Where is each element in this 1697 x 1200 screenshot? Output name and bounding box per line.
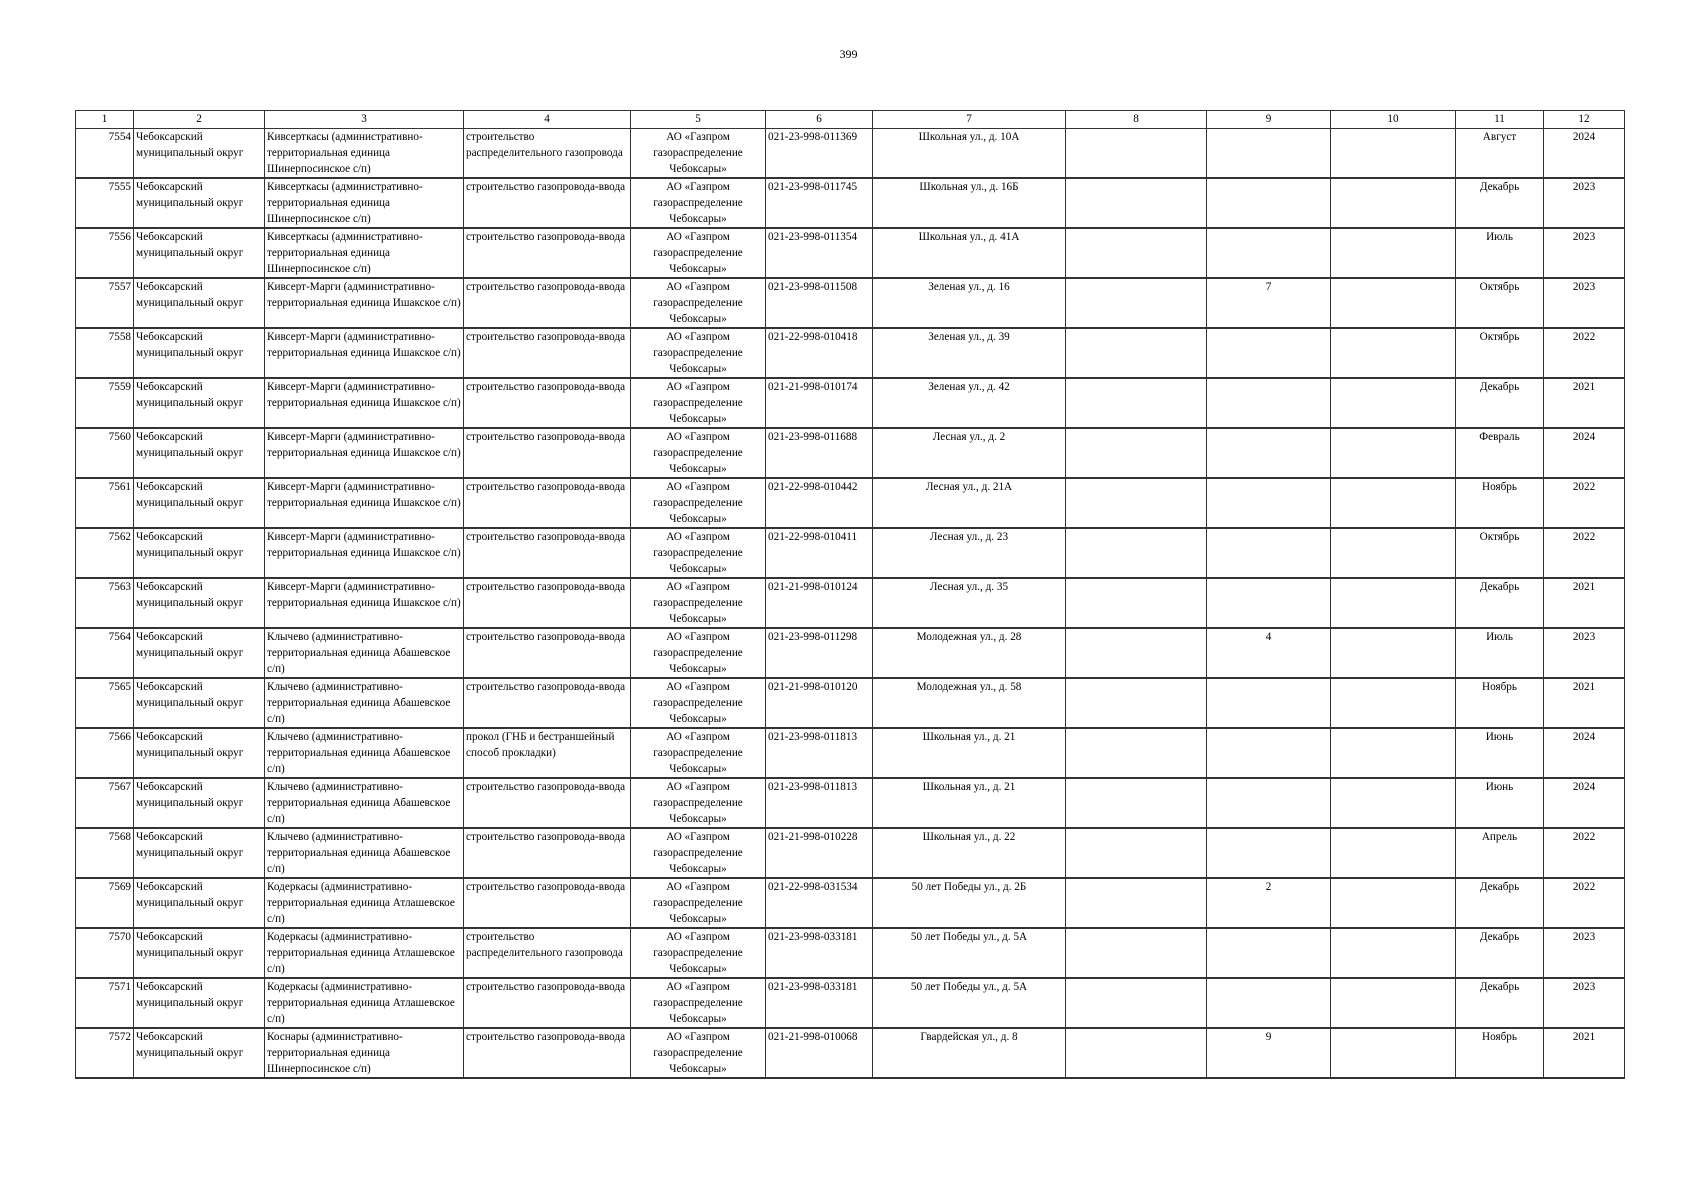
address-cell: Лесная ул., д. 21А — [873, 478, 1066, 528]
col-10-value-cell — [1331, 129, 1456, 179]
month-cell: Октябрь — [1456, 328, 1544, 378]
work-type-cell: строительство газопровода-ввода — [464, 578, 631, 628]
work-type-cell: строительство распределительного газопровода — [464, 928, 631, 978]
year-cell: 2023 — [1544, 278, 1625, 328]
col-10-value-cell — [1331, 278, 1456, 328]
address-cell: Молодежная ул., д. 58 — [873, 678, 1066, 728]
settlement-cell: Клычево (административно-территориальная единица Абашевское с/п) — [265, 728, 464, 778]
col-9-value-cell: 7 — [1207, 278, 1331, 328]
row-number-cell: 7559 — [76, 378, 134, 428]
work-type-cell: строительство газопровода-ввода — [464, 278, 631, 328]
work-type-cell: строительство газопровода-ввода — [464, 428, 631, 478]
municipality-cell: Чебоксарский муниципальный округ — [134, 378, 265, 428]
address-cell: Школьная ул., д. 22 — [873, 828, 1066, 878]
table-row — [76, 628, 1625, 678]
year-cell: 2024 — [1544, 428, 1625, 478]
col-9-value-cell — [1207, 428, 1331, 478]
settlement-cell: Кивсерткасы (административно-территориальная единица Шинерпосинское с/п) — [265, 129, 464, 179]
work-type-cell: строительство газопровода-ввода — [464, 778, 631, 828]
registration-number-cell: 021-23-998-011745 — [766, 178, 873, 228]
year-cell: 2021 — [1544, 1028, 1625, 1078]
registration-number-cell: 021-21-998-010120 — [766, 678, 873, 728]
registration-number-cell: 021-23-998-011688 — [766, 428, 873, 478]
table-row — [76, 1028, 1625, 1078]
municipality-cell: Чебоксарский муниципальный округ — [134, 628, 265, 678]
registration-number-cell: 021-23-998-011508 — [766, 278, 873, 328]
registration-number-cell: 021-21-998-010124 — [766, 578, 873, 628]
address-cell: Лесная ул., д. 23 — [873, 528, 1066, 578]
col-8-value-cell — [1066, 728, 1207, 778]
registration-number-cell: 021-23-998-011354 — [766, 228, 873, 278]
settlement-cell: Клычево (административно-территориальная единица Абашевское с/п) — [265, 678, 464, 728]
col-10-value-cell — [1331, 578, 1456, 628]
year-cell: 2023 — [1544, 628, 1625, 678]
month-cell: Ноябрь — [1456, 1028, 1544, 1078]
row-number-cell: 7566 — [76, 728, 134, 778]
page-number: 399 — [839, 47, 858, 61]
organization-cell: АО «Газпром газораспределение Чебоксары» — [631, 678, 766, 728]
organization-cell: АО «Газпром газораспределение Чебоксары» — [631, 728, 766, 778]
col-9-value-cell: 9 — [1207, 1028, 1331, 1078]
row-number-cell: 7557 — [76, 278, 134, 328]
row-number-cell: 7564 — [76, 628, 134, 678]
year-cell: 2023 — [1544, 978, 1625, 1028]
organization-cell: АО «Газпром газораспределение Чебоксары» — [631, 778, 766, 828]
col-9-value-cell — [1207, 778, 1331, 828]
organization-cell: АО «Газпром газораспределение Чебоксары» — [631, 378, 766, 428]
registration-number-cell: 021-21-998-010068 — [766, 1028, 873, 1078]
row-number-cell: 7569 — [76, 878, 134, 928]
month-cell: Июль — [1456, 628, 1544, 678]
col-10-value-cell — [1331, 478, 1456, 528]
table-row — [76, 778, 1625, 828]
col-10-value-cell — [1331, 978, 1456, 1028]
municipality-cell: Чебоксарский муниципальный округ — [134, 528, 265, 578]
settlement-cell: Кивсерт-Марги (административно-территориальная единица Ишакское с/п) — [265, 578, 464, 628]
col-9-value-cell — [1207, 578, 1331, 628]
col-8-value-cell — [1066, 978, 1207, 1028]
month-cell: Июнь — [1456, 778, 1544, 828]
month-cell: Декабрь — [1456, 578, 1544, 628]
column-header: 9 — [1207, 111, 1331, 129]
address-cell: Школьная ул., д. 10А — [873, 129, 1066, 179]
column-header: 4 — [464, 111, 631, 129]
settlement-cell: Клычево (административно-территориальная единица Абашевское с/п) — [265, 628, 464, 678]
work-type-cell: строительство распределительного газопровода — [464, 129, 631, 179]
work-type-cell: строительство газопровода-ввода — [464, 228, 631, 278]
registration-number-cell: 021-23-998-011369 — [766, 129, 873, 179]
col-10-value-cell — [1331, 228, 1456, 278]
col-8-value-cell — [1066, 928, 1207, 978]
column-header: 2 — [134, 111, 265, 129]
address-cell: Лесная ул., д. 35 — [873, 578, 1066, 628]
col-8-value-cell — [1066, 228, 1207, 278]
row-number-cell: 7555 — [76, 178, 134, 228]
registration-number-cell: 021-23-998-011813 — [766, 728, 873, 778]
year-cell: 2021 — [1544, 578, 1625, 628]
registration-number-cell: 021-23-998-011298 — [766, 628, 873, 678]
col-10-value-cell — [1331, 378, 1456, 428]
col-8-value-cell — [1066, 478, 1207, 528]
settlement-cell: Кивсерт-Марги (административно-территориальная единица Ишакское с/п) — [265, 278, 464, 328]
organization-cell: АО «Газпром газораспределение Чебоксары» — [631, 228, 766, 278]
work-type-cell: строительство газопровода-ввода — [464, 828, 631, 878]
settlement-cell: Кивсерт-Марги (административно-территориальная единица Ишакское с/п) — [265, 328, 464, 378]
row-number-cell: 7563 — [76, 578, 134, 628]
month-cell: Декабрь — [1456, 178, 1544, 228]
column-header: 1 — [76, 111, 134, 129]
col-9-value-cell — [1207, 478, 1331, 528]
col-9-value-cell — [1207, 129, 1331, 179]
table-row — [76, 129, 1625, 179]
municipality-cell: Чебоксарский муниципальный округ — [134, 728, 265, 778]
col-10-value-cell — [1331, 928, 1456, 978]
organization-cell: АО «Газпром газораспределение Чебоксары» — [631, 478, 766, 528]
work-type-cell: строительство газопровода-ввода — [464, 528, 631, 578]
month-cell: Ноябрь — [1456, 678, 1544, 728]
municipality-cell: Чебоксарский муниципальный округ — [134, 428, 265, 478]
organization-cell: АО «Газпром газораспределение Чебоксары» — [631, 428, 766, 478]
row-number-cell: 7567 — [76, 778, 134, 828]
table-row — [76, 178, 1625, 228]
settlement-cell: Кодеркасы (административно-территориальная единица Атлашевское с/п) — [265, 878, 464, 928]
col-8-value-cell — [1066, 628, 1207, 678]
row-number-cell: 7570 — [76, 928, 134, 978]
work-type-cell: строительство газопровода-ввода — [464, 328, 631, 378]
col-9-value-cell — [1207, 228, 1331, 278]
table-row — [76, 478, 1625, 528]
month-cell: Июль — [1456, 228, 1544, 278]
settlement-cell: Кивсерт-Марги (административно-территориальная единица Ишакское с/п) — [265, 428, 464, 478]
work-type-cell: строительство газопровода-ввода — [464, 1028, 631, 1078]
settlement-cell: Клычево (административно-территориальная единица Абашевское с/п) — [265, 828, 464, 878]
table-row — [76, 678, 1625, 728]
month-cell: Декабрь — [1456, 978, 1544, 1028]
col-8-value-cell — [1066, 178, 1207, 228]
municipality-cell: Чебоксарский муниципальный округ — [134, 978, 265, 1028]
municipality-cell: Чебоксарский муниципальный округ — [134, 928, 265, 978]
organization-cell: АО «Газпром газораспределение Чебоксары» — [631, 278, 766, 328]
address-cell: Гвардейская ул., д. 8 — [873, 1028, 1066, 1078]
table-row — [76, 278, 1625, 328]
municipality-cell: Чебоксарский муниципальный округ — [134, 328, 265, 378]
address-cell: Зеленая ул., д. 39 — [873, 328, 1066, 378]
municipality-cell: Чебоксарский муниципальный округ — [134, 678, 265, 728]
table-row — [76, 878, 1625, 928]
month-cell: Ноябрь — [1456, 478, 1544, 528]
address-cell: Зеленая ул., д. 16 — [873, 278, 1066, 328]
registration-number-cell: 021-22-998-031534 — [766, 878, 873, 928]
col-8-value-cell — [1066, 378, 1207, 428]
registration-number-cell: 021-23-998-011813 — [766, 778, 873, 828]
col-8-value-cell — [1066, 678, 1207, 728]
organization-cell: АО «Газпром газораспределение Чебоксары» — [631, 628, 766, 678]
municipality-cell: Чебоксарский муниципальный округ — [134, 178, 265, 228]
settlement-cell: Кодеркасы (административно-территориальная единица Атлашевское с/п) — [265, 928, 464, 978]
row-number-cell: 7558 — [76, 328, 134, 378]
registration-number-cell: 021-21-998-010228 — [766, 828, 873, 878]
table-row — [76, 328, 1625, 378]
settlement-cell: Кивсерткасы (административно-территориальная единица Шинерпосинское с/п) — [265, 178, 464, 228]
address-cell: Школьная ул., д. 16Б — [873, 178, 1066, 228]
registration-number-cell: 021-22-998-010418 — [766, 328, 873, 378]
column-header: 10 — [1331, 111, 1456, 129]
col-8-value-cell — [1066, 129, 1207, 179]
col-9-value-cell — [1207, 928, 1331, 978]
municipality-cell: Чебоксарский муниципальный округ — [134, 878, 265, 928]
col-8-value-cell — [1066, 828, 1207, 878]
year-cell: 2023 — [1544, 928, 1625, 978]
col-9-value-cell: 2 — [1207, 878, 1331, 928]
table-header — [76, 111, 1625, 129]
registration-number-cell: 021-22-998-010442 — [766, 478, 873, 528]
settlement-cell: Кивсерт-Марги (административно-территориальная единица Ишакское с/п) — [265, 478, 464, 528]
col-10-value-cell — [1331, 628, 1456, 678]
col-10-value-cell — [1331, 1028, 1456, 1078]
year-cell: 2022 — [1544, 528, 1625, 578]
month-cell: Октябрь — [1456, 528, 1544, 578]
organization-cell: АО «Газпром газораспределение Чебоксары» — [631, 1028, 766, 1078]
address-cell: Зеленая ул., д. 42 — [873, 378, 1066, 428]
year-cell: 2022 — [1544, 478, 1625, 528]
col-10-value-cell — [1331, 828, 1456, 878]
table-row — [76, 928, 1625, 978]
table-row — [76, 828, 1625, 878]
municipality-cell: Чебоксарский муниципальный округ — [134, 228, 265, 278]
municipality-cell: Чебоксарский муниципальный округ — [134, 129, 265, 179]
registration-number-cell: 021-21-998-010174 — [766, 378, 873, 428]
col-8-value-cell — [1066, 528, 1207, 578]
col-9-value-cell — [1207, 528, 1331, 578]
col-9-value-cell — [1207, 978, 1331, 1028]
year-cell: 2021 — [1544, 378, 1625, 428]
col-10-value-cell — [1331, 178, 1456, 228]
registry-table — [75, 110, 1625, 1079]
settlement-cell: Кивсерт-Марги (административно-территориальная единица Ишакское с/п) — [265, 528, 464, 578]
year-cell: 2022 — [1544, 328, 1625, 378]
col-10-value-cell — [1331, 778, 1456, 828]
row-number-cell: 7561 — [76, 478, 134, 528]
address-cell: 50 лет Победы ул., д. 5А — [873, 928, 1066, 978]
col-8-value-cell — [1066, 878, 1207, 928]
month-cell: Апрель — [1456, 828, 1544, 878]
month-cell: Октябрь — [1456, 278, 1544, 328]
col-8-value-cell — [1066, 428, 1207, 478]
organization-cell: АО «Газпром газораспределение Чебоксары» — [631, 828, 766, 878]
work-type-cell: строительство газопровода-ввода — [464, 878, 631, 928]
table-row — [76, 728, 1625, 778]
year-cell: 2022 — [1544, 828, 1625, 878]
registration-number-cell: 021-23-998-033181 — [766, 928, 873, 978]
col-8-value-cell — [1066, 778, 1207, 828]
address-cell: 50 лет Победы ул., д. 5А — [873, 978, 1066, 1028]
address-cell: Лесная ул., д. 2 — [873, 428, 1066, 478]
row-number-cell: 7571 — [76, 978, 134, 1028]
year-cell: 2024 — [1544, 778, 1625, 828]
address-cell: Школьная ул., д. 41А — [873, 228, 1066, 278]
organization-cell: АО «Газпром газораспределение Чебоксары» — [631, 928, 766, 978]
year-cell: 2023 — [1544, 178, 1625, 228]
table-row — [76, 378, 1625, 428]
work-type-cell: строительство газопровода-ввода — [464, 628, 631, 678]
organization-cell: АО «Газпром газораспределение Чебоксары» — [631, 328, 766, 378]
row-number-cell: 7556 — [76, 228, 134, 278]
row-number-cell: 7565 — [76, 678, 134, 728]
municipality-cell: Чебоксарский муниципальный округ — [134, 578, 265, 628]
month-cell: Декабрь — [1456, 878, 1544, 928]
month-cell: Декабрь — [1456, 378, 1544, 428]
column-header: 5 — [631, 111, 766, 129]
municipality-cell: Чебоксарский муниципальный округ — [134, 278, 265, 328]
work-type-cell: строительство газопровода-ввода — [464, 478, 631, 528]
column-header: 7 — [873, 111, 1066, 129]
table-row — [76, 428, 1625, 478]
column-header: 12 — [1544, 111, 1625, 129]
settlement-cell: Кивсерткасы (административно-территориальная единица Шинерпосинское с/п) — [265, 228, 464, 278]
settlement-cell: Коснары (административно-территориальная единица Шинерпосинское с/п) — [265, 1028, 464, 1078]
table-body — [76, 129, 1625, 1079]
address-cell: Молодежная ул., д. 28 — [873, 628, 1066, 678]
municipality-cell: Чебоксарский муниципальный округ — [134, 828, 265, 878]
col-10-value-cell — [1331, 728, 1456, 778]
organization-cell: АО «Газпром газораспределение Чебоксары» — [631, 178, 766, 228]
year-cell: 2023 — [1544, 228, 1625, 278]
col-8-value-cell — [1066, 328, 1207, 378]
col-9-value-cell — [1207, 728, 1331, 778]
registration-number-cell: 021-22-998-010411 — [766, 528, 873, 578]
col-8-value-cell — [1066, 1028, 1207, 1078]
col-10-value-cell — [1331, 428, 1456, 478]
organization-cell: АО «Газпром газораспределение Чебоксары» — [631, 978, 766, 1028]
col-9-value-cell — [1207, 328, 1331, 378]
table-row — [76, 578, 1625, 628]
col-9-value-cell: 4 — [1207, 628, 1331, 678]
month-cell: Июнь — [1456, 728, 1544, 778]
col-8-value-cell — [1066, 278, 1207, 328]
month-cell: Декабрь — [1456, 928, 1544, 978]
municipality-cell: Чебоксарский муниципальный округ — [134, 1028, 265, 1078]
settlement-cell: Клычево (административно-территориальная единица Абашевское с/п) — [265, 778, 464, 828]
municipality-cell: Чебоксарский муниципальный округ — [134, 478, 265, 528]
col-9-value-cell — [1207, 178, 1331, 228]
year-cell: 2024 — [1544, 728, 1625, 778]
column-header: 8 — [1066, 111, 1207, 129]
work-type-cell: строительство газопровода-ввода — [464, 178, 631, 228]
organization-cell: АО «Газпром газораспределение Чебоксары» — [631, 129, 766, 179]
col-10-value-cell — [1331, 528, 1456, 578]
month-cell: Август — [1456, 129, 1544, 179]
row-number-cell: 7568 — [76, 828, 134, 878]
work-type-cell: прокол (ГНБ и бестраншейный способ прокладки) — [464, 728, 631, 778]
column-header: 3 — [265, 111, 464, 129]
column-header: 11 — [1456, 111, 1544, 129]
work-type-cell: строительство газопровода-ввода — [464, 678, 631, 728]
row-number-cell: 7562 — [76, 528, 134, 578]
row-number-cell: 7560 — [76, 428, 134, 478]
organization-cell: АО «Газпром газораспределение Чебоксары» — [631, 578, 766, 628]
table-row — [76, 228, 1625, 278]
registration-number-cell: 021-23-998-033181 — [766, 978, 873, 1028]
month-cell: Февраль — [1456, 428, 1544, 478]
work-type-cell: строительство газопровода-ввода — [464, 978, 631, 1028]
municipality-cell: Чебоксарский муниципальный округ — [134, 778, 265, 828]
col-9-value-cell — [1207, 828, 1331, 878]
year-cell: 2021 — [1544, 678, 1625, 728]
row-number-cell: 7572 — [76, 1028, 134, 1078]
row-number-cell: 7554 — [76, 129, 134, 179]
work-type-cell: строительство газопровода-ввода — [464, 378, 631, 428]
organization-cell: АО «Газпром газораспределение Чебоксары» — [631, 878, 766, 928]
column-header: 6 — [766, 111, 873, 129]
table-row — [76, 978, 1625, 1028]
col-10-value-cell — [1331, 678, 1456, 728]
col-8-value-cell — [1066, 578, 1207, 628]
settlement-cell: Кивсерт-Марги (административно-территориальная единица Ишакское с/п) — [265, 378, 464, 428]
address-cell: 50 лет Победы ул., д. 2Б — [873, 878, 1066, 928]
header-row — [76, 111, 1625, 129]
address-cell: Школьная ул., д. 21 — [873, 778, 1066, 828]
organization-cell: АО «Газпром газораспределение Чебоксары» — [631, 528, 766, 578]
table-row — [76, 528, 1625, 578]
year-cell: 2022 — [1544, 878, 1625, 928]
year-cell: 2024 — [1544, 129, 1625, 179]
settlement-cell: Кодеркасы (административно-территориальная единица Атлашевское с/п) — [265, 978, 464, 1028]
col-10-value-cell — [1331, 878, 1456, 928]
col-9-value-cell — [1207, 378, 1331, 428]
address-cell: Школьная ул., д. 21 — [873, 728, 1066, 778]
col-10-value-cell — [1331, 328, 1456, 378]
col-9-value-cell — [1207, 678, 1331, 728]
